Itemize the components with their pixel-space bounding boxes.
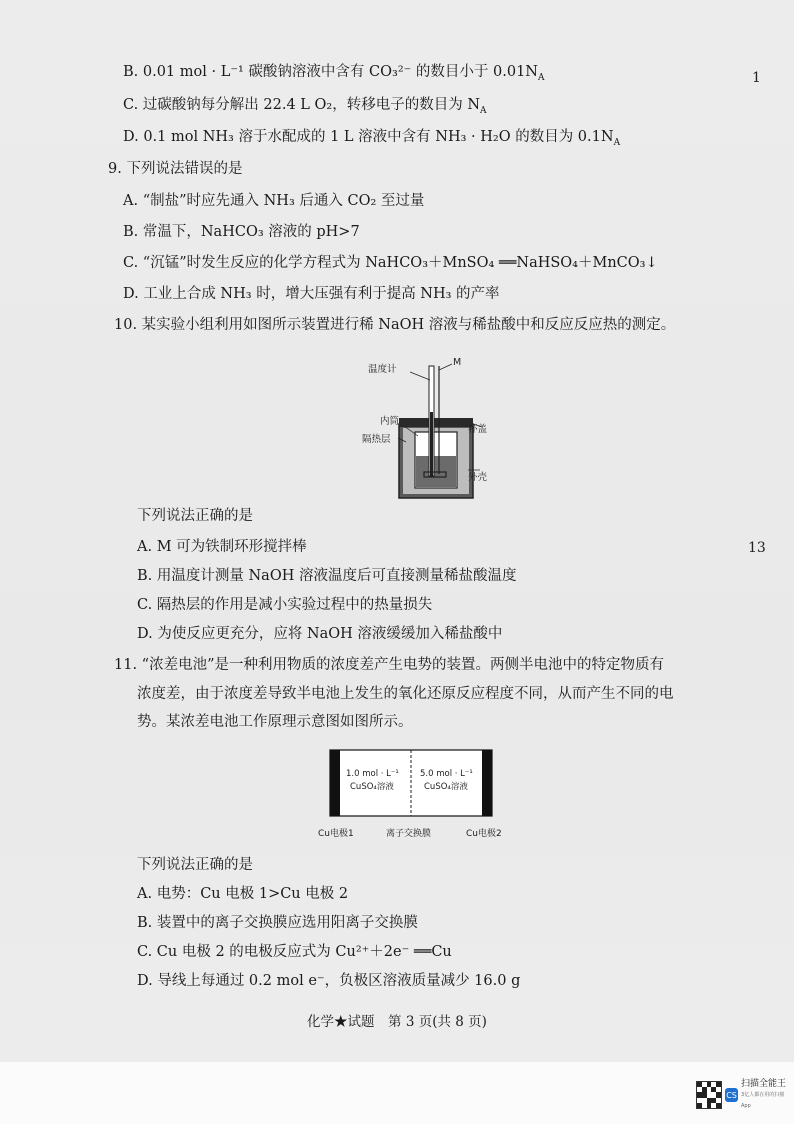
q11-option-d: D. 导线上每通过 0.2 mol e⁻，负极区溶液质量减少 16.0 g bbox=[137, 973, 521, 989]
label-lid: 杯盖 bbox=[468, 424, 488, 435]
label-membrane: 离子交换膜 bbox=[386, 829, 432, 839]
page-footer: 化学★试题 第 3 页(共 8 页) bbox=[307, 1014, 487, 1030]
left-solution: CuSO₄溶液 bbox=[350, 782, 394, 792]
q9-option-b: B. 常温下，NaHCO₃ 溶液的 pH>7 bbox=[123, 224, 360, 240]
q9-option-a: A. “制盐”时应先通入 NH₃ 后通入 CO₂ 至过量 bbox=[123, 193, 425, 209]
label-outer-shell: 外壳 bbox=[468, 472, 488, 483]
right-solution: CuSO₄溶液 bbox=[424, 782, 468, 792]
label-electrode-1: Cu电极1 bbox=[318, 829, 354, 839]
q10-option-c: C. 隔热层的作用是减小实验过程中的热量损失 bbox=[137, 597, 433, 613]
margin-number-13: 13 bbox=[748, 540, 766, 556]
q10-stem: 10. 某实验小组利用如图所示装置进行稀 NaOH 溶液与稀盐酸中和反应反应热的测定。 bbox=[114, 317, 676, 333]
left-concentration: 1.0 mol · L⁻¹ bbox=[346, 769, 399, 779]
qr-code-icon bbox=[696, 1081, 722, 1109]
q11-stem-line3: 势。某浓差电池工作原理示意图如图所示。 bbox=[137, 714, 413, 730]
q11-stem-line1: 11. “浓差电池”是一种利用物质的浓度差产生电势的装置。两侧半电池中的特定物质有 bbox=[114, 657, 664, 673]
label-insulation: 隔热层 bbox=[362, 434, 391, 445]
q11-prompt: 下列说法正确的是 bbox=[137, 857, 253, 873]
q11-stem-line2: 浓度差，由于浓度差导致半电池上发生的氧化还原反应程度不同，从而产生不同的电 bbox=[137, 686, 674, 702]
concentration-cell-diagram bbox=[318, 744, 504, 842]
margin-number-1: 1 bbox=[752, 70, 761, 86]
scan-bottom-margin bbox=[0, 1062, 794, 1124]
q10-option-b: B. 用温度计测量 NaOH 溶液温度后可直接测量稀盐酸温度 bbox=[137, 568, 517, 584]
badge-title: 扫描全能王 bbox=[741, 1078, 787, 1089]
thermometer-mercury bbox=[430, 412, 433, 476]
q11-option-a: A. 电势：Cu 电极 1>Cu 电极 2 bbox=[137, 886, 349, 902]
camscanner-logo-icon: CS bbox=[725, 1088, 738, 1102]
q10-option-a: A. M 可为铁制环形搅拌棒 bbox=[137, 539, 307, 555]
q9-option-c: C. “沉锰”时发生反应的化学方程式为 NaHCO₃＋MnSO₄ ══NaHSO₄＋MnCO₃↓ bbox=[123, 255, 658, 271]
badge-subtitle: 3亿人都在用的扫描App bbox=[741, 1091, 785, 1109]
q9-stem: 9. 下列说法错误的是 bbox=[108, 161, 243, 177]
q11-option-b: B. 装置中的离子交换膜应选用阳离子交换膜 bbox=[137, 915, 418, 931]
q11-option-c: C. Cu 电极 2 的电极反应式为 Cu²⁺＋2e⁻ ══Cu bbox=[137, 944, 452, 960]
cu-electrode-1 bbox=[330, 750, 340, 816]
cu-electrode-2 bbox=[482, 750, 492, 816]
label-inner-cup: 内筒 bbox=[380, 416, 400, 427]
label-m: M bbox=[453, 357, 462, 368]
q9-option-d: D. 工业上合成 NH₃ 时，增大压强有利于提高 NH₃ 的产率 bbox=[123, 286, 500, 302]
label-thermometer: 温度计 bbox=[368, 364, 397, 375]
q10-option-d: D. 为使反应更充分，应将 NaOH 溶液缓缓加入稀盐酸中 bbox=[137, 626, 503, 642]
q8-option-c: C. 过碳酸钠每分解出 22.4 L O₂，转移电子的数目为 $N_A$ bbox=[123, 97, 487, 116]
lid bbox=[399, 418, 473, 427]
q8-option-d: D. 0.1 mol NH₃ 溶于水配成的 1 L 溶液中含有 NH₃ · H₂O 的数目为 $0.1N_A$ bbox=[123, 129, 621, 148]
calorimeter-diagram bbox=[340, 352, 490, 502]
right-concentration: 5.0 mol · L⁻¹ bbox=[420, 769, 473, 779]
scanner-watermark bbox=[696, 1078, 790, 1112]
q10-prompt: 下列说法正确的是 bbox=[137, 508, 253, 524]
label-electrode-2: Cu电极2 bbox=[466, 829, 502, 839]
q8-option-b: B. 0.01 mol · L⁻¹ 碳酸钠溶液中含有 CO₃²⁻ 的数目小于 $0.01N_A$ bbox=[123, 64, 545, 83]
